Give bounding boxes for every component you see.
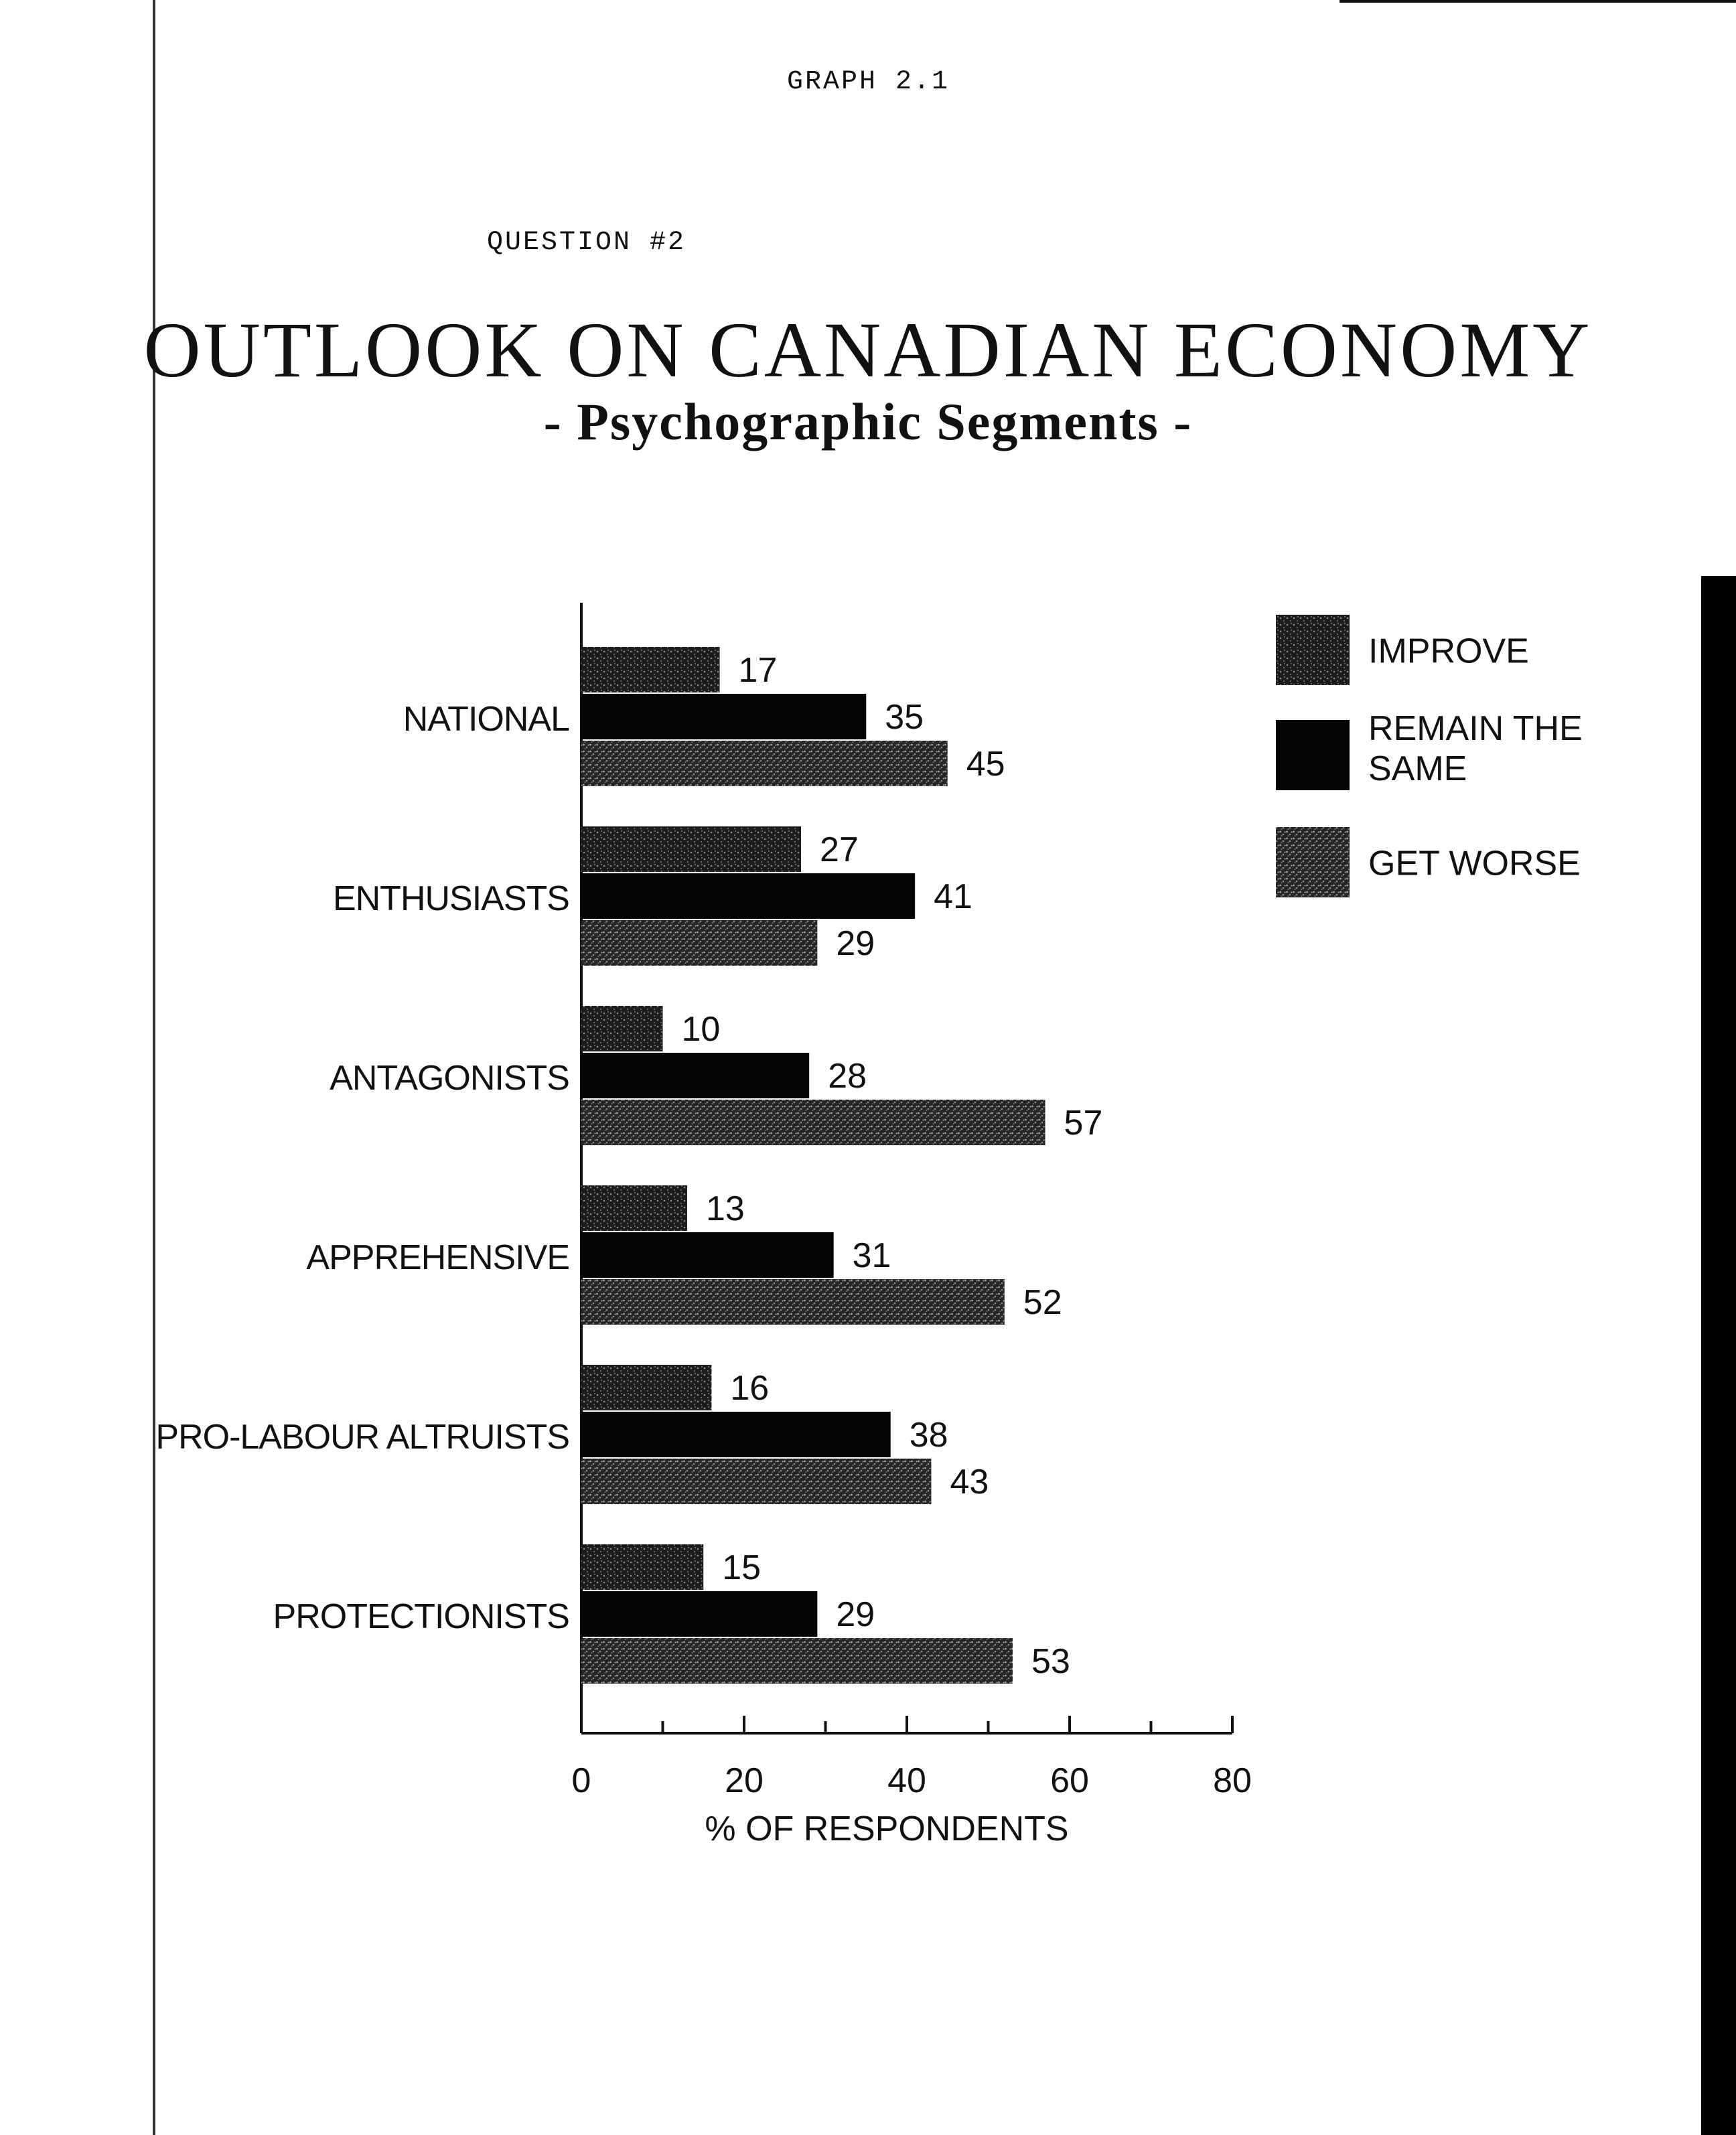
bar-improve	[581, 1365, 711, 1410]
legend-swatch	[1276, 615, 1350, 685]
bar-remain-the-same	[581, 1053, 809, 1098]
data-label: 28	[828, 1057, 867, 1096]
bar-get-worse	[581, 1100, 1045, 1145]
data-label: 45	[966, 745, 1005, 784]
category-label: NATIONAL	[403, 700, 569, 739]
data-label: 13	[705, 1189, 745, 1228]
bar-remain-the-same	[581, 1412, 891, 1457]
bar-improve	[581, 647, 720, 692]
bar-get-worse	[581, 741, 948, 786]
category-label: APPREHENSIVE	[306, 1238, 569, 1277]
bar-get-worse	[581, 920, 817, 966]
legend-swatch	[1276, 827, 1350, 897]
bar-improve	[581, 826, 801, 872]
bar-get-worse	[581, 1638, 1013, 1684]
data-label: 15	[722, 1548, 762, 1587]
x-tick-label: 40	[887, 1761, 926, 1800]
data-label: 41	[934, 877, 972, 916]
bar-remain-the-same	[581, 873, 915, 919]
x-tick-label: 60	[1050, 1761, 1089, 1800]
chart-title: OUTLOOK ON CANADIAN ECONOMY	[143, 306, 1593, 394]
x-tick-label: 20	[725, 1761, 764, 1800]
legend-swatch	[1276, 720, 1350, 790]
chart-subtitle: - Psychographic Segments -	[543, 392, 1193, 451]
data-label: 52	[1023, 1283, 1062, 1322]
x-tick-label: 80	[1213, 1761, 1252, 1800]
x-tick-label: 0	[571, 1761, 591, 1800]
bar-improve	[581, 1544, 703, 1590]
bar-get-worse	[581, 1279, 1005, 1325]
data-label: 31	[852, 1236, 891, 1275]
legend-label: GET WORSE	[1368, 844, 1581, 883]
bar-remain-the-same	[581, 1591, 817, 1637]
data-label: 38	[909, 1416, 948, 1455]
data-label: 27	[820, 830, 859, 869]
data-label: 29	[836, 1595, 875, 1634]
data-label: 35	[885, 698, 924, 737]
data-label: 17	[738, 651, 778, 690]
category-label: ENTHUSIASTS	[332, 879, 569, 918]
data-label: 43	[950, 1463, 989, 1501]
data-label: 57	[1064, 1104, 1103, 1143]
bar-get-worse	[581, 1459, 931, 1504]
category-label: PROTECTIONISTS	[273, 1597, 569, 1636]
category-label: PRO-LABOUR ALTRUISTS	[155, 1418, 569, 1457]
data-label: 16	[730, 1369, 770, 1408]
question-label: QUESTION #2	[487, 228, 686, 258]
legend-label: IMPROVE	[1368, 632, 1529, 671]
x-axis-title: % OF RESPONDENTS	[705, 1810, 1069, 1848]
data-label: 29	[836, 924, 875, 963]
bar-improve	[581, 1185, 687, 1231]
data-label: 53	[1031, 1642, 1070, 1681]
category-label: ANTAGONISTS	[330, 1059, 569, 1098]
graph-label: GRAPH 2.1	[787, 67, 950, 97]
bar-remain-the-same	[581, 1232, 834, 1278]
bar-remain-the-same	[581, 694, 866, 739]
legend-label: REMAIN THE SAME	[1368, 709, 1583, 788]
data-label: 10	[681, 1010, 721, 1049]
bar-improve	[581, 1006, 663, 1051]
